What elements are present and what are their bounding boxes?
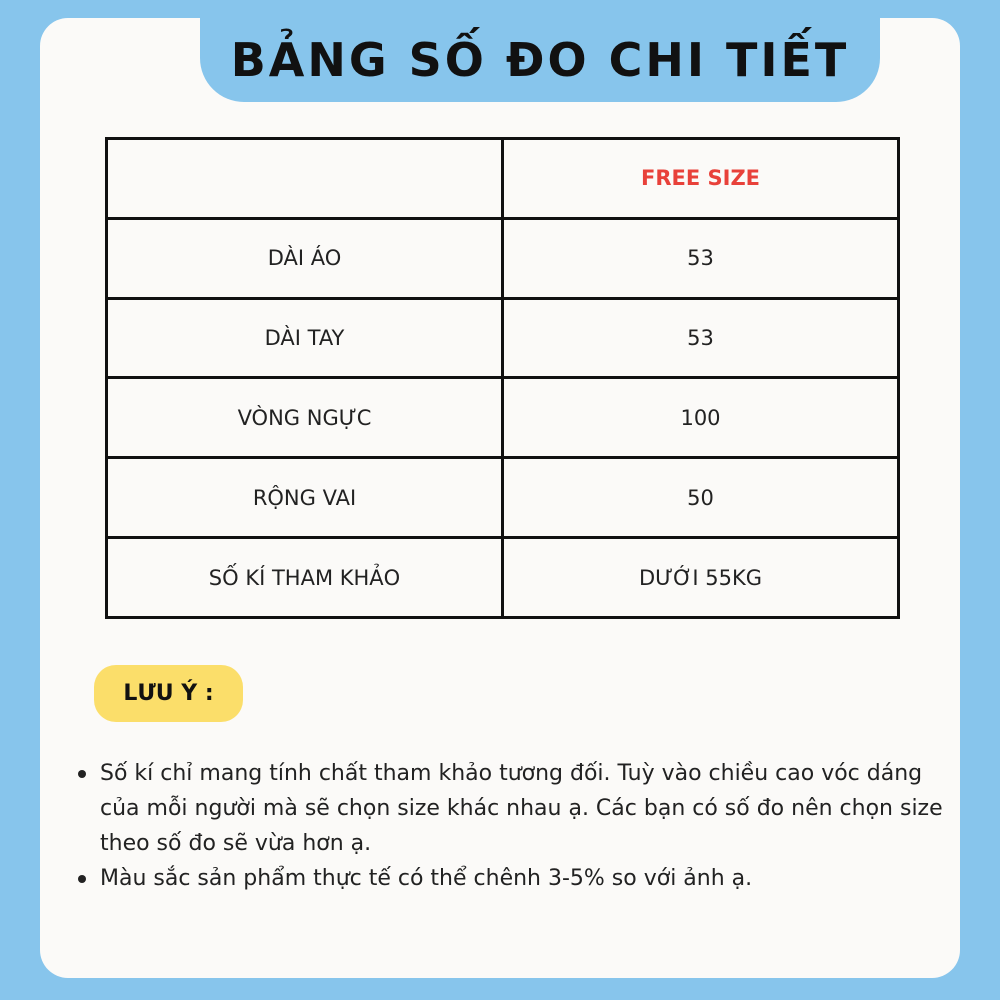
column-header-free-size: FREE SIZE bbox=[503, 139, 899, 219]
row-value: DƯỚI 55KG bbox=[503, 538, 899, 618]
row-label: DÀI ÁO bbox=[107, 218, 503, 298]
list-item bbox=[100, 756, 960, 861]
row-label: SỐ KÍ THAM KHẢO bbox=[107, 538, 503, 618]
bullet-icon bbox=[78, 875, 86, 883]
row-label: VÒNG NGỰC bbox=[107, 378, 503, 458]
row-value: 53 bbox=[503, 298, 899, 378]
list-item bbox=[100, 861, 960, 896]
row-label: DÀI TAY bbox=[107, 298, 503, 378]
title-banner bbox=[200, 18, 880, 102]
note-text: Màu sắc sản phẩm thực tế có thể chênh 3-5% so với ảnh ạ. bbox=[100, 866, 753, 891]
row-value: 50 bbox=[503, 458, 899, 538]
table-row bbox=[107, 378, 899, 458]
note-badge: LƯU Ý : bbox=[94, 665, 243, 722]
table-corner-cell bbox=[107, 139, 503, 219]
table-row bbox=[107, 458, 899, 538]
table-row bbox=[107, 218, 899, 298]
note-text: Số kí chỉ mang tính chất tham khảo tương đối. Tuỳ vào chiều cao vóc dáng của mỗi người mà sẽ chọn size khác nhau ạ. Các bạn có số đo nên chọn size theo số đo sẽ vừa hơn ạ. bbox=[100, 761, 943, 856]
size-table bbox=[105, 137, 900, 619]
page-title: BẢNG SỐ ĐO CHI TIẾT bbox=[230, 33, 850, 87]
notes-list bbox=[100, 756, 960, 896]
row-value: 100 bbox=[503, 378, 899, 458]
table-header-row bbox=[107, 139, 899, 219]
table-row bbox=[107, 538, 899, 618]
bullet-icon bbox=[78, 770, 86, 778]
row-value: 53 bbox=[503, 218, 899, 298]
row-label: RỘNG VAI bbox=[107, 458, 503, 538]
table-row bbox=[107, 298, 899, 378]
